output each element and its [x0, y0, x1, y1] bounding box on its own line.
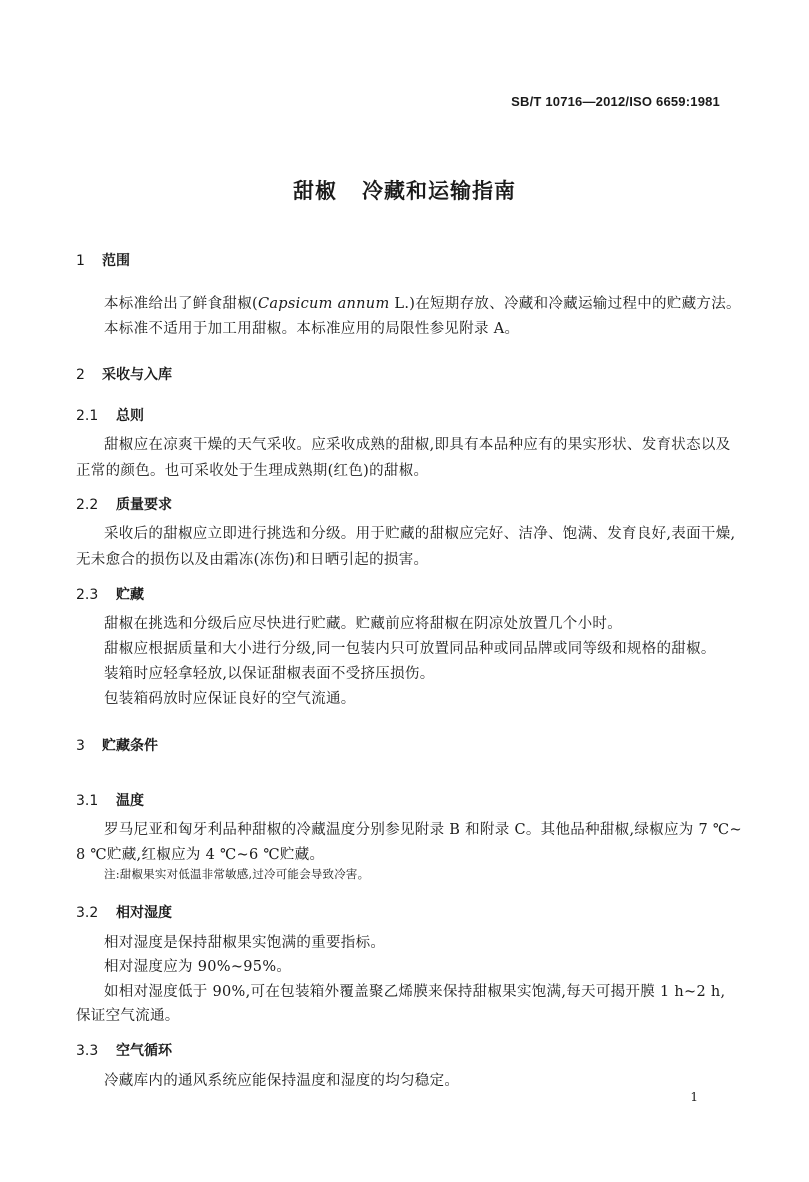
text-span: 本标准给出了鲜食甜椒( — [104, 296, 258, 312]
note: 注:甜椒果实对低温非常敏感,过冷可能会导致冷害。 — [104, 867, 370, 881]
paragraph-line — [104, 292, 741, 313]
paragraph-line: 相对湿度是保持甜椒果实饱满的重要指标。 — [104, 935, 386, 951]
section-title: 采收与入库 — [102, 367, 172, 383]
subsection-number: 2.2 — [76, 497, 99, 513]
paragraph-line: 装箱时应轻拿轻放,以保证甜椒表面不受挤压损伤。 — [104, 666, 435, 682]
subsection-title: 温度 — [116, 793, 144, 809]
subsection-title: 质量要求 — [116, 497, 172, 513]
paragraph-line: 8 ℃贮藏,红椒应为 4 ℃~6 ℃贮藏。 — [76, 847, 325, 863]
subsection-title: 贮藏 — [116, 587, 144, 603]
paragraph-line: 采收后的甜椒应立即进行挑选和分级。用于贮藏的甜椒应完好、洁净、饱满、发育良好,表面干燥, — [104, 526, 736, 542]
scientific-name: Capsicum annum — [257, 296, 390, 312]
section-heading-3 — [76, 735, 158, 755]
subsection-number: 3.1 — [76, 793, 99, 809]
subsection-heading-2-1 — [76, 405, 144, 425]
paragraph-line: 甜椒在挑选和分级后应尽快进行贮藏。贮藏前应将甜椒在阴凉处放置几个小时。 — [104, 616, 622, 632]
section-heading-2 — [76, 364, 172, 384]
document-title: 甜椒 冷藏和运输指南 — [293, 179, 516, 203]
subsection-heading-3-1 — [76, 790, 144, 810]
section-number: 2 — [76, 367, 85, 383]
subsection-number: 2.3 — [76, 587, 99, 603]
text-span: L.)在短期存放、冷藏和冷藏运输过程中的贮藏方法。 — [389, 296, 741, 312]
paragraph-line: 包装箱码放时应保证良好的空气流通。 — [104, 691, 356, 707]
subsection-heading-3-3 — [76, 1040, 172, 1060]
paragraph-line: 如相对湿度低于 90%,可在包装箱外覆盖聚乙烯膜来保持甜椒果实饱满,每天可揭开膜 1 h~2 h, — [104, 984, 726, 1000]
section-title: 贮藏条件 — [102, 738, 158, 754]
paragraph-line: 相对湿度应为 90%~95%。 — [104, 959, 292, 975]
subsection-title: 总则 — [116, 408, 144, 424]
page-number: 1 — [690, 1090, 698, 1104]
subsection-title: 相对湿度 — [116, 905, 172, 921]
paragraph-line: 甜椒应在凉爽干燥的天气采收。应采收成熟的甜椒,即具有本品种应有的果实形状、发育状态以及 — [104, 437, 731, 453]
subsection-number: 2.1 — [76, 408, 99, 424]
subsection-title: 空气循环 — [116, 1043, 172, 1059]
standard-code: SB/T 10716—2012/ISO 6659:1981 — [511, 94, 720, 109]
paragraph-line: 冷藏库内的通风系统应能保持温度和湿度的均匀稳定。 — [104, 1073, 460, 1089]
subsection-heading-2-2 — [76, 494, 172, 514]
section-number: 3 — [76, 738, 85, 754]
paragraph-line: 正常的颜色。也可采收处于生理成熟期(红色)的甜椒。 — [76, 463, 429, 479]
subsection-heading-2-3 — [76, 584, 144, 604]
section-heading-1 — [76, 250, 130, 270]
subsection-number: 3.3 — [76, 1043, 99, 1059]
paragraph-line: 保证空气流通。 — [76, 1008, 180, 1024]
section-number: 1 — [76, 253, 85, 269]
paragraph-line: 无未愈合的损伤以及由霜冻(冻伤)和日晒引起的损害。 — [76, 552, 429, 568]
paragraph-line: 罗马尼亚和匈牙利品种甜椒的冷藏温度分别参见附录 B 和附录 C。其他品种甜椒,绿椒应为 7 ℃~ — [104, 822, 742, 838]
section-title: 范围 — [102, 253, 130, 269]
subsection-heading-3-2 — [76, 902, 172, 922]
paragraph-line: 甜椒应根据质量和大小进行分级,同一包装内只可放置同品种或同品牌或同等级和规格的甜椒。 — [104, 641, 716, 657]
paragraph-line: 本标准不适用于加工用甜椒。本标准应用的局限性参见附录 A。 — [104, 321, 520, 337]
subsection-number: 3.2 — [76, 905, 99, 921]
